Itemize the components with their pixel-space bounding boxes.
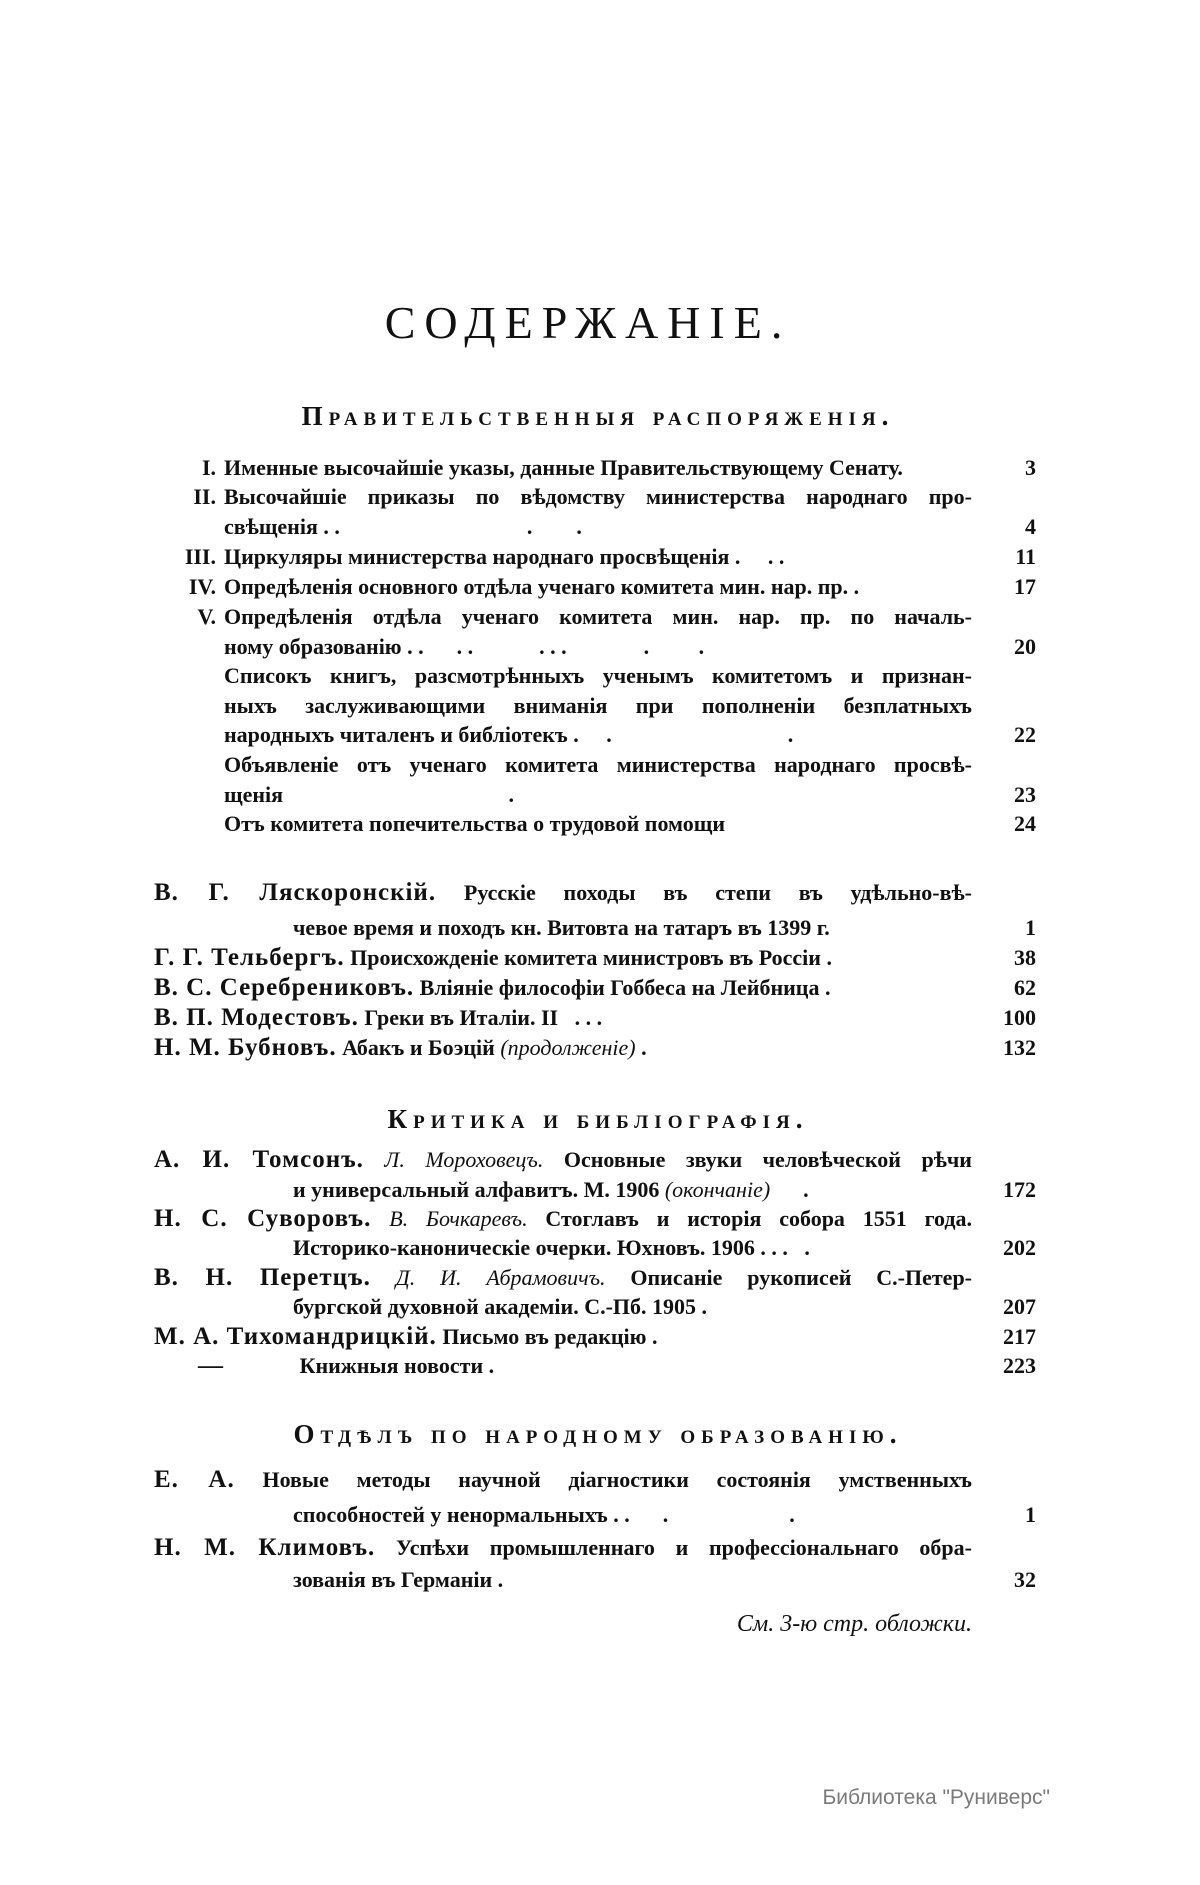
entry-number: II. — [193, 484, 216, 509]
entry-italic-text: (продолженіе) — [500, 1035, 636, 1060]
page-number: 62 — [1014, 975, 1036, 1000]
page-title: СОДЕРЖАНІЕ. — [384, 297, 792, 348]
entry-text: Книжныя новости . — [299, 1353, 495, 1378]
page-number: 17 — [1014, 574, 1036, 599]
toc-entry-line — [224, 573, 972, 601]
entry-author: Н. М. Бубновъ. — [154, 1034, 337, 1061]
entry-text: Описаніе рукописей С.-Петер- — [605, 1265, 972, 1290]
toc-entry-line — [154, 1534, 972, 1562]
entry-author: А. И. Томсонъ. — [154, 1146, 364, 1173]
entry-text: Греки въ Италіи. II . . . — [364, 1005, 603, 1030]
entry-text: чевое время и походъ кн. Витовта на татаръ въ 1399 г. — [293, 915, 830, 940]
toc-entry-line — [154, 879, 972, 907]
entry-text: Новые методы научной діагностики состоянія умственныхъ — [262, 1467, 973, 1492]
page-number: 3 — [1025, 455, 1036, 480]
toc-entry-line — [154, 1466, 972, 1494]
toc-entry-line — [224, 810, 972, 838]
page-number: 217 — [1003, 1324, 1036, 1349]
page-number: 202 — [1003, 1235, 1036, 1260]
entry-text: Абакъ и Боэцій — [342, 1035, 501, 1060]
entry-author: — — [198, 1352, 224, 1379]
toc-entry-line — [293, 1234, 972, 1262]
entry-text: щенія . — [224, 782, 515, 807]
toc-entry-line — [154, 1004, 972, 1032]
toc-entry-line — [224, 662, 972, 690]
page-number: 1 — [1025, 915, 1036, 940]
toc-entry-line — [224, 692, 972, 720]
entry-text: ныхъ заслуживающими вниманія при пополненіи безплатныхъ — [224, 693, 972, 718]
entry-author: М. А. Тихомандрицкій. — [154, 1323, 437, 1350]
entry-text: народныхъ читаленъ и библіотекъ . . . — [224, 722, 794, 747]
library-watermark: Библиотека "Руниверс" — [822, 1786, 1050, 1809]
entry-text: свѣщенія . . . . — [224, 514, 582, 539]
entry-text: Успѣхи промышленнаго и профессіональнаго обра- — [395, 1535, 972, 1560]
toc-entry-line — [293, 1176, 972, 1204]
entry-italic-text: Л. Мороховецъ. — [384, 1147, 544, 1172]
toc-entry-line — [293, 1566, 972, 1594]
section-heading: Правительственныя распоряженія. — [301, 401, 895, 431]
toc-entry-line — [293, 1501, 972, 1529]
entry-author: Н. С. Суворовъ. — [154, 1205, 372, 1232]
entry-text: Письмо въ редакцію . — [442, 1324, 658, 1349]
entry-author: Н. М. Климовъ. — [154, 1534, 376, 1561]
entry-number: III. — [184, 544, 216, 569]
toc-entry-line — [154, 1352, 972, 1380]
entry-text: . — [770, 1177, 809, 1202]
page-number: 100 — [1003, 1005, 1036, 1030]
toc-entry-line — [224, 633, 972, 661]
entry-text: зованія въ Германіи . — [293, 1567, 504, 1592]
entry-author: В. Г. Ляскоронскій. — [154, 879, 437, 906]
entry-text: бургской духовной академіи. С.-Пб. 1905 . — [293, 1294, 708, 1319]
toc-entry-line — [154, 1323, 972, 1351]
entry-author: Г. Г. Тельбергъ. — [154, 944, 345, 971]
page-number: 172 — [1003, 1177, 1036, 1202]
entry-text: Русскіе походы въ степи въ удѣльно-вѣ- — [463, 880, 972, 905]
entry-text: Вліяніе философіи Гоббеса на Лейбница . — [419, 975, 831, 1000]
entry-text: Историко-каноническіе очерки. Юхновъ. 1906 . . . . — [293, 1235, 810, 1260]
entry-text: и универсальный алфавитъ. М. 1906 — [293, 1177, 665, 1202]
toc-entry-line — [293, 914, 972, 942]
entry-text: Списокъ книгъ, разсмотрѣнныхъ ученымъ комитетомъ и признан- — [224, 663, 972, 688]
entry-text: Стоглавъ и исторія собора 1551 года. — [527, 1206, 973, 1231]
entry-number: I. — [201, 455, 216, 480]
entry-text: Опредѣленія основного отдѣла ученаго комитета мин. нар. пр. . — [224, 574, 860, 599]
entry-text: ному образованію . . . . . . . . . — [224, 634, 705, 659]
toc-entry-line — [154, 974, 972, 1002]
page-number: 132 — [1003, 1035, 1036, 1060]
entry-text: . — [635, 1035, 647, 1060]
page-number: 38 — [1014, 945, 1036, 970]
page-number: 32 — [1014, 1567, 1036, 1592]
cover-reference-note: См. 3-ю стр. обложки. — [736, 1611, 972, 1637]
page-number: 207 — [1003, 1294, 1036, 1319]
entry-author: В. П. Модестовъ. — [154, 1004, 359, 1031]
section-heading: Отдѣлъ по народному образованію. — [293, 1419, 903, 1449]
entry-italic-text: В. Бочкаревъ. — [389, 1206, 528, 1231]
toc-entry-line — [224, 781, 972, 809]
entry-text: Происхожденіе комитета министровъ въ Россіи . — [350, 945, 832, 970]
entry-text: Опредѣленія отдѣла ученаго комитета мин. нар. пр. по началь- — [224, 604, 972, 629]
toc-entry-line — [154, 1205, 972, 1233]
entry-text: Именные высочайшіе указы, данные Правительствующему Сенату. — [224, 455, 903, 480]
entry-number: V. — [197, 604, 216, 629]
toc-entry-line — [224, 603, 972, 631]
section-heading: Критика и библіографія. — [387, 1104, 809, 1134]
entry-text: Объявленіе отъ ученаго комитета министерства народнаго просвѣ- — [224, 752, 972, 777]
entry-italic-text: Д. И. Абрамовичъ. — [395, 1265, 606, 1290]
toc-entry-line — [224, 454, 972, 482]
toc-entry-line — [224, 483, 972, 511]
page-number: 24 — [1014, 811, 1036, 836]
entry-text: Высочайшіе приказы по вѣдомству министерства народнаго про- — [224, 484, 972, 509]
toc-entry-line — [224, 751, 972, 779]
toc-entry-line — [154, 1034, 972, 1062]
entry-author: В. С. Серебрениковъ. — [154, 974, 415, 1001]
toc-entry-line — [293, 1293, 972, 1321]
entry-text: Отъ комитета попечительства о трудовой помощи — [224, 811, 725, 836]
page-number: 20 — [1014, 634, 1036, 659]
entry-author: В. Н. Перетцъ. — [154, 1264, 371, 1291]
page-number: 4 — [1025, 514, 1036, 539]
page-number: 23 — [1014, 782, 1036, 807]
page-number: 11 — [1015, 544, 1036, 569]
entry-text: способностей у ненормальныхъ . . . . — [293, 1502, 795, 1527]
entry-number: IV. — [188, 574, 216, 599]
toc-entry-line — [154, 1264, 972, 1292]
entry-author: Е. А. — [154, 1466, 235, 1493]
entry-text: Основные звуки человѣческой рѣчи — [543, 1147, 972, 1172]
page-number: 223 — [1003, 1353, 1036, 1378]
toc-entry-line — [224, 721, 972, 749]
entry-text: Циркуляры министерства народнаго просвѣщенія . . . — [224, 544, 785, 569]
entry-italic-text: (окончаніе) — [664, 1177, 771, 1202]
toc-entry-line — [224, 513, 972, 541]
toc-entry-line — [154, 944, 972, 972]
page-number: 1 — [1025, 1502, 1036, 1527]
page-number: 22 — [1014, 722, 1036, 747]
toc-entry-line — [224, 543, 972, 571]
toc-entry-line — [154, 1146, 972, 1174]
